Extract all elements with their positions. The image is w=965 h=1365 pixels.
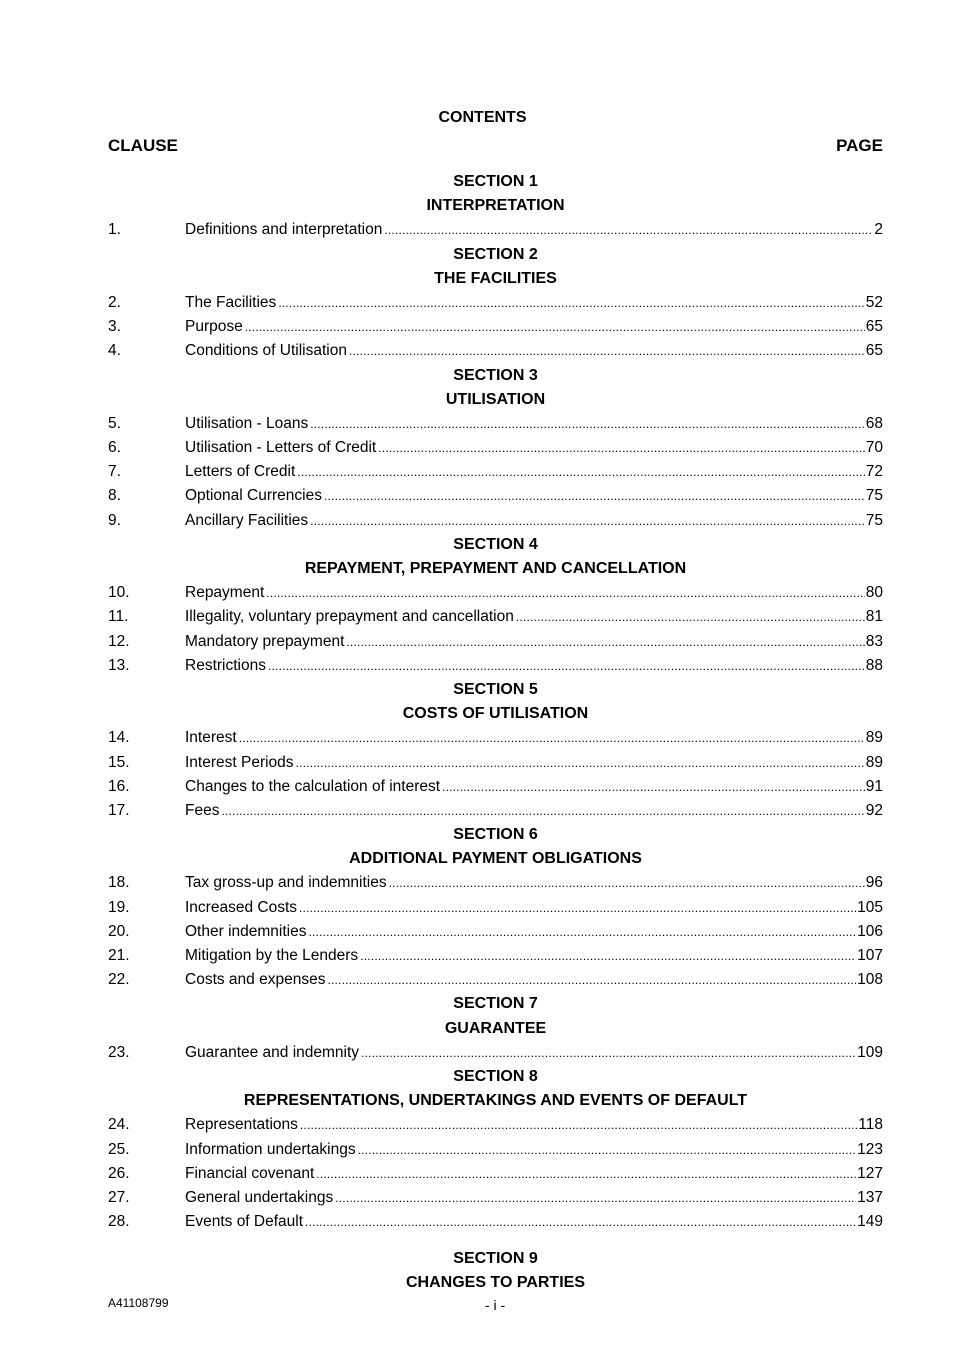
toc-entry[interactable] bbox=[108, 412, 883, 436]
clause-page-number: 96 bbox=[865, 874, 883, 892]
clause-title: Representations bbox=[185, 1116, 298, 1134]
dot-leader bbox=[378, 436, 865, 460]
dot-leader bbox=[310, 509, 865, 533]
dot-leader bbox=[245, 315, 865, 339]
clause-title: Increased Costs bbox=[185, 898, 297, 916]
clause-title: Purpose bbox=[185, 318, 243, 336]
clause-number: 2. bbox=[108, 293, 121, 311]
toc-section bbox=[108, 823, 883, 992]
toc-section bbox=[108, 992, 883, 1065]
toc-entry[interactable] bbox=[108, 315, 883, 339]
clause-number: 21. bbox=[108, 947, 130, 964]
clause-title: Events of Default bbox=[185, 1213, 304, 1231]
section-title-heading: REPAYMENT, PREPAYMENT AND CANCELLATION bbox=[304, 560, 687, 577]
clause-title: Fees bbox=[185, 801, 220, 819]
clause-number: 25. bbox=[108, 1140, 130, 1158]
toc-entry[interactable] bbox=[108, 484, 883, 508]
section-title-heading: GUARANTEE bbox=[444, 1019, 547, 1037]
clause-number: 18. bbox=[108, 874, 130, 892]
toc-entry[interactable] bbox=[108, 775, 883, 799]
toc-section bbox=[108, 170, 883, 243]
clause-number: 5. bbox=[108, 414, 121, 432]
clause-title: Information undertakings bbox=[185, 1140, 356, 1158]
section-spacer bbox=[108, 1234, 883, 1247]
clause-page-number: 106 bbox=[857, 922, 883, 940]
section-number-heading: SECTION 9 bbox=[453, 1250, 538, 1268]
section-number-heading: SECTION 3 bbox=[453, 366, 538, 384]
toc-entry[interactable] bbox=[108, 1162, 883, 1186]
section-number-heading: SECTION 7 bbox=[453, 995, 538, 1013]
dot-leader bbox=[239, 726, 865, 750]
clause-page-number: 91 bbox=[865, 777, 883, 795]
contents-heading: CONTENTS bbox=[438, 109, 527, 126]
clause-number: 4. bbox=[108, 342, 121, 360]
dot-leader bbox=[299, 896, 856, 920]
toc-entry[interactable] bbox=[108, 1138, 883, 1162]
clause-number: 10. bbox=[108, 584, 130, 602]
page-column-label: PAGE bbox=[836, 136, 883, 155]
toc-entry[interactable] bbox=[108, 654, 883, 678]
clause-number: 27. bbox=[108, 1188, 130, 1206]
clause-number: 6. bbox=[108, 439, 121, 457]
dot-leader bbox=[310, 412, 865, 436]
clause-title: Illegality, voluntary prepayment and cancellation bbox=[185, 608, 514, 626]
clause-title: Utilisation - Loans bbox=[185, 414, 309, 432]
clause-page-number: 89 bbox=[865, 729, 883, 747]
clause-page-number: 137 bbox=[857, 1188, 883, 1206]
dot-leader bbox=[327, 968, 856, 992]
clause-page-number: 75 bbox=[865, 511, 883, 529]
clause-title: Letters of Credit bbox=[185, 463, 296, 481]
clause-number: 23. bbox=[108, 1043, 130, 1061]
toc-entry[interactable] bbox=[108, 1113, 883, 1137]
dot-leader bbox=[305, 1210, 856, 1234]
dot-leader bbox=[335, 1186, 856, 1210]
toc-entry[interactable] bbox=[108, 339, 883, 363]
dot-leader bbox=[278, 291, 864, 315]
dot-leader bbox=[349, 339, 865, 363]
clause-number: 16. bbox=[108, 777, 130, 795]
toc-section bbox=[108, 1247, 883, 1295]
clause-page-number: 92 bbox=[865, 801, 883, 819]
section-number-heading: SECTION 8 bbox=[453, 1067, 538, 1085]
dot-leader bbox=[358, 1138, 857, 1162]
clause-number: 12. bbox=[108, 632, 130, 650]
toc-section bbox=[108, 533, 883, 678]
toc-entry[interactable] bbox=[108, 751, 883, 775]
clause-number: 17. bbox=[108, 801, 130, 819]
toc-entry[interactable] bbox=[108, 509, 883, 533]
section-title-heading: REPRESENTATIONS, UNDERTAKINGS AND EVENTS OF DEFAULT bbox=[243, 1092, 748, 1110]
clause-title: Mitigation by the Lenders bbox=[185, 947, 359, 964]
clause-page-number: 107 bbox=[857, 947, 883, 964]
toc-entry[interactable] bbox=[108, 218, 883, 242]
section-title-heading: COSTS OF UTILISATION bbox=[402, 705, 589, 723]
clause-page-number: 83 bbox=[865, 632, 883, 650]
clause-page-number: 52 bbox=[865, 293, 883, 311]
clause-page-number: 65 bbox=[865, 318, 883, 336]
toc-entry[interactable] bbox=[108, 1041, 883, 1065]
clause-page-number: 118 bbox=[858, 1116, 883, 1134]
clause-title: Mandatory prepayment bbox=[185, 632, 345, 650]
clause-number: 1. bbox=[108, 221, 121, 239]
page-number: - i - bbox=[484, 1297, 506, 1313]
toc-entry[interactable] bbox=[108, 944, 883, 968]
toc-entry[interactable] bbox=[108, 1186, 883, 1210]
clause-title: Conditions of Utilisation bbox=[185, 342, 347, 360]
clause-page-number: 89 bbox=[865, 753, 883, 771]
section-title-heading: CHANGES TO PARTIES bbox=[406, 1274, 585, 1292]
toc-entry[interactable] bbox=[108, 799, 883, 823]
clause-page-number: 81 bbox=[865, 608, 883, 626]
section-number-heading: SECTION 6 bbox=[453, 826, 538, 844]
clause-number: 8. bbox=[108, 487, 121, 505]
toc-entry[interactable] bbox=[108, 968, 883, 992]
toc-entry[interactable] bbox=[108, 1210, 883, 1234]
toc-entry[interactable] bbox=[108, 436, 883, 460]
clause-title: Costs and expenses bbox=[185, 971, 326, 989]
clause-title: Repayment bbox=[185, 584, 265, 602]
clause-title: Financial covenant bbox=[185, 1164, 315, 1182]
toc-entry[interactable] bbox=[108, 920, 883, 944]
dot-leader bbox=[221, 799, 864, 823]
section-title-heading: INTERPRETATION bbox=[426, 197, 565, 215]
clause-number: 28. bbox=[108, 1213, 130, 1231]
toc-entry[interactable] bbox=[108, 871, 883, 895]
clause-number: 15. bbox=[108, 753, 130, 771]
toc-section bbox=[108, 1065, 883, 1234]
clause-column-label: CLAUSE bbox=[108, 136, 178, 155]
clause-page-number: 88 bbox=[865, 656, 883, 674]
clause-page-number: 75 bbox=[865, 487, 883, 505]
clause-title: Utilisation - Letters of Credit bbox=[185, 439, 377, 457]
section-title-heading: ADDITIONAL PAYMENT OBLIGATIONS bbox=[349, 850, 642, 868]
toc-entry[interactable] bbox=[108, 726, 883, 750]
clause-title: Optional Currencies bbox=[185, 487, 322, 505]
clause-page-number: 149 bbox=[857, 1213, 883, 1231]
clause-title: General undertakings bbox=[185, 1188, 334, 1206]
clause-title: Restrictions bbox=[185, 656, 266, 674]
toc-section bbox=[108, 678, 883, 823]
clause-number: 22. bbox=[108, 971, 130, 989]
toc-entry[interactable] bbox=[108, 291, 883, 315]
clause-title: Ancillary Facilities bbox=[185, 511, 309, 529]
section-title-heading: THE FACILITIES bbox=[434, 269, 557, 287]
dot-leader bbox=[516, 605, 865, 629]
dot-leader bbox=[296, 751, 865, 775]
document-reference: A41108799 bbox=[108, 1296, 169, 1310]
dot-leader bbox=[308, 920, 856, 944]
clause-number: 19. bbox=[108, 898, 130, 916]
section-number-heading: SECTION 4 bbox=[453, 535, 538, 553]
clause-title: Changes to the calculation of interest bbox=[185, 777, 441, 795]
clause-page-number: 108 bbox=[857, 971, 883, 989]
clause-title: Other indemnities bbox=[185, 922, 307, 940]
dot-leader bbox=[442, 775, 865, 799]
clause-number: 26. bbox=[108, 1164, 130, 1182]
toc-entry[interactable] bbox=[108, 630, 883, 654]
toc-entry[interactable] bbox=[108, 896, 883, 920]
dot-leader bbox=[361, 1041, 856, 1065]
dot-leader bbox=[268, 654, 865, 678]
dot-leader bbox=[346, 630, 864, 654]
clause-page-number: 105 bbox=[857, 898, 883, 916]
clause-number: 3. bbox=[108, 318, 121, 336]
clause-number: 20. bbox=[108, 922, 130, 940]
clause-title: The Facilities bbox=[185, 293, 277, 311]
clause-page-number: 2 bbox=[874, 221, 883, 239]
dot-leader bbox=[316, 1162, 856, 1186]
clause-page-number: 68 bbox=[865, 414, 883, 432]
clause-title: Tax gross-up and indemnities bbox=[185, 874, 387, 892]
clause-number: 7. bbox=[108, 463, 121, 481]
toc-entry[interactable] bbox=[108, 605, 883, 629]
clause-title: Interest Periods bbox=[185, 753, 294, 771]
toc-entry[interactable] bbox=[108, 581, 883, 605]
clause-page-number: 109 bbox=[857, 1043, 883, 1061]
clause-page-number: 72 bbox=[865, 463, 883, 481]
clause-number: 13. bbox=[108, 656, 130, 674]
toc-entry[interactable] bbox=[108, 460, 883, 484]
dot-leader bbox=[300, 1113, 857, 1137]
section-number-heading: SECTION 1 bbox=[453, 173, 538, 190]
dot-leader bbox=[360, 944, 856, 968]
clause-title: Guarantee and indemnity bbox=[185, 1043, 360, 1061]
clause-page-number: 127 bbox=[857, 1164, 883, 1182]
clause-title: Interest bbox=[185, 729, 237, 747]
dot-leader bbox=[266, 581, 864, 605]
toc-section bbox=[108, 364, 883, 533]
clause-page-number: 65 bbox=[865, 342, 883, 360]
clause-title: Definitions and interpretation bbox=[185, 221, 383, 239]
dot-leader bbox=[384, 218, 873, 242]
dot-leader bbox=[324, 484, 865, 508]
clause-number: 14. bbox=[108, 729, 130, 747]
clause-number: 11. bbox=[108, 608, 129, 626]
clause-page-number: 70 bbox=[865, 439, 883, 457]
dot-leader bbox=[389, 871, 865, 895]
clause-page-number: 80 bbox=[865, 584, 883, 602]
clause-number: 9. bbox=[108, 511, 121, 529]
section-number-heading: SECTION 2 bbox=[453, 245, 538, 263]
section-title-heading: UTILISATION bbox=[445, 390, 546, 408]
clause-number: 24. bbox=[108, 1116, 130, 1134]
section-number-heading: SECTION 5 bbox=[453, 680, 538, 698]
toc-section bbox=[108, 243, 883, 364]
table-of-contents bbox=[108, 170, 883, 1296]
dot-leader bbox=[297, 460, 864, 484]
clause-page-number: 123 bbox=[857, 1140, 883, 1158]
